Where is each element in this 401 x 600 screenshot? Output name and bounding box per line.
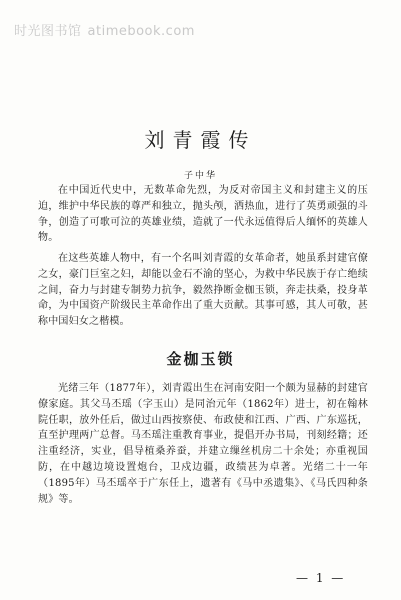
- watermark-url: atimebook.com: [87, 24, 195, 39]
- intro-paragraph-2: [38, 251, 368, 330]
- watermark: [14, 20, 195, 39]
- paragraph-text: 在中国近代史中，无数革命先烈，为反对帝国主义和封建主义的压迫，维护中华民族的尊严和独立，抛头颅，洒热血，进行了英勇顽强的斗争，创造了可歌可泣的英雄业绩，造就了一代永远值得后人缅怀的英雄人物。: [38, 185, 368, 244]
- paragraph-text: 在这些英雄人物中，有一个名叫刘青霞的女革命者，她虽系封建官僚之女，豪门巨室之妇，却能以金石不渝的坚心，为救中华民族于存亡绝续之间，奋力与封建专制势力抗争，毅然挣断金枷玉锁，奔走扶桑，投身革命，为中国资产阶级民主革命作出了重大贡献。其事可感，其人可敬，甚称中国妇女之楷模。: [38, 253, 368, 328]
- section-heading: 金枷玉锁: [166, 350, 235, 368]
- author-name: 子中华: [183, 171, 217, 181]
- intro-paragraph-1: [38, 183, 368, 246]
- article-title: 刘青霞传: [144, 128, 257, 152]
- section-paragraph-1: [38, 381, 368, 507]
- paragraph-text: 光绪三年（1877年），刘青霞出生在河南安阳一个颇为显赫的封建官僚家庭。其父马丕瑶（字玉山）是同治元年（1862年）进士，初在翰林院任职，放外任后，做过山西按察使、布政使和江西、广西、广东巡抚，直至护理两广总督。马丕瑶注重教育事业，提倡开办书局，刊刻经籍；还注重经济，实业，倡导植桑养蚕，并建立缫丝机房二十余处；亦重视国防，在中越边境设置炮台，卫戍边疆，政绩甚为卓著。光绪二十一年（1895年）马丕瑶卒于广东任上，遗著有《马中丞遗集》、《马氏四种条规》等。: [38, 383, 368, 505]
- page-number: — 1 —: [296, 571, 346, 585]
- watermark-label: 时光图书馆: [14, 24, 82, 39]
